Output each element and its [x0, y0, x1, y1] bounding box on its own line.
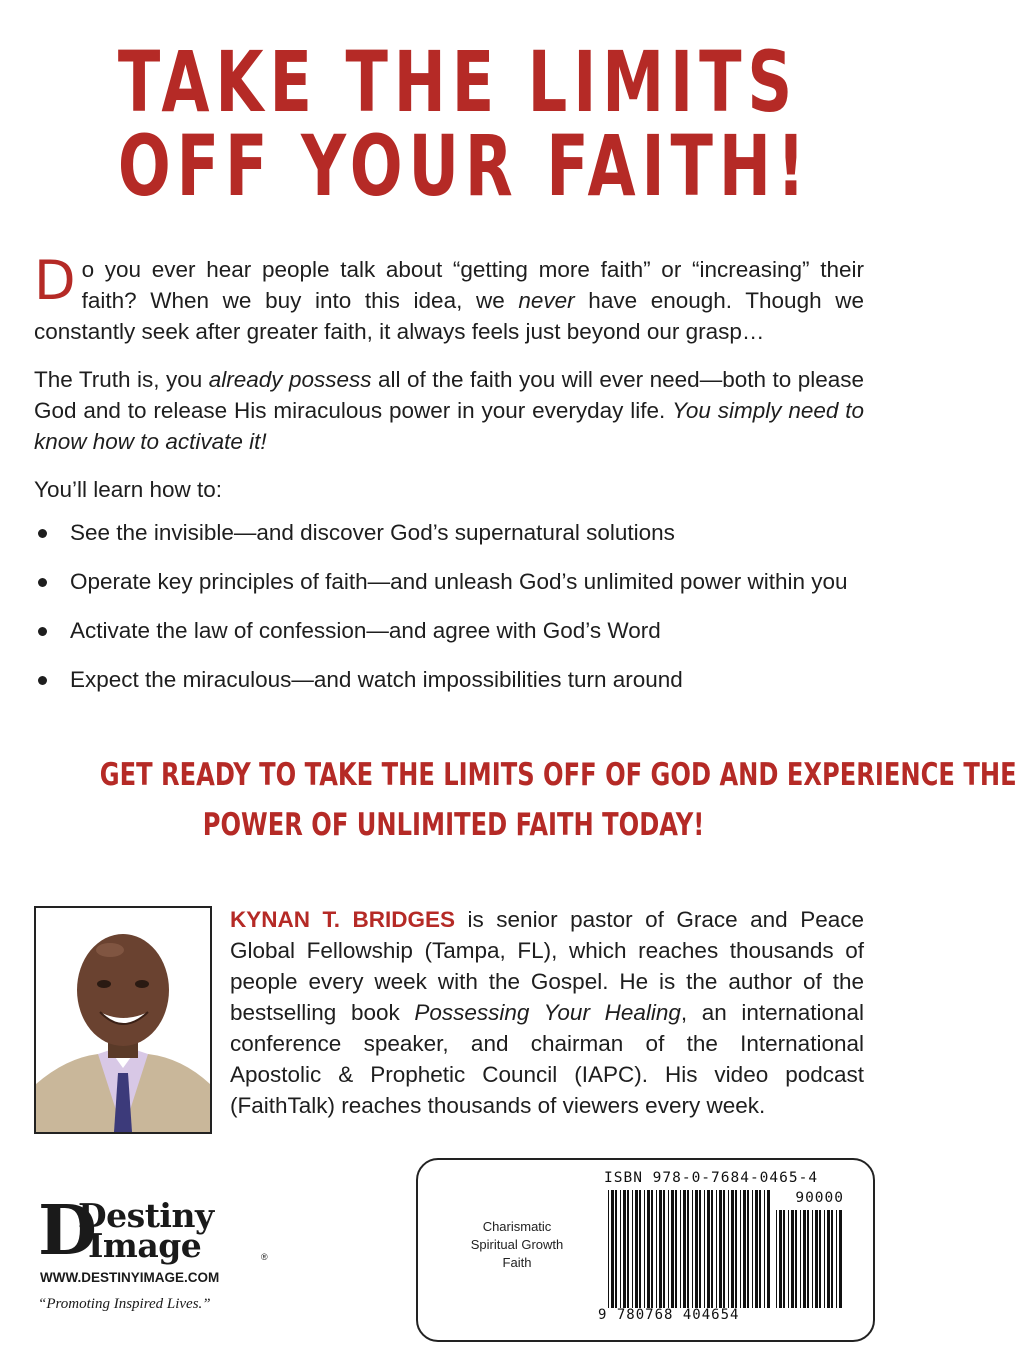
truth-emphasis-2: You simply need to know how to activate it!	[34, 398, 864, 454]
logo-d-mark: D	[38, 1191, 97, 1271]
barcode-bar	[644, 1190, 645, 1308]
barcode-bar	[611, 1190, 614, 1308]
author-photo	[34, 906, 212, 1134]
barcode-bar	[620, 1190, 621, 1308]
intro-text-2: have enough. Though we constantly seek after greater faith, it always feels just beyond our grasp…	[34, 288, 864, 344]
truth-text-1: The Truth is, you	[34, 367, 209, 392]
barcode-bar	[668, 1190, 669, 1308]
list-item	[36, 518, 866, 548]
isbn-barcode	[596, 1170, 858, 1328]
bullet-text: Expect the miraculous—and watch impossibilities turn around	[70, 667, 683, 692]
intro-text-1: o you ever hear people talk about “getting more faith” or “increasing” their faith? When we buy into this idea, we	[81, 257, 864, 313]
cta-line-2: POWER OF UNLIMITED FAITH TODAY!	[202, 807, 705, 843]
bullet-text: Activate the law of confession—and agree with God’s Word	[70, 618, 661, 643]
author-bio	[230, 904, 864, 1121]
barcode-bar	[699, 1190, 701, 1308]
list-item	[36, 616, 866, 646]
logo-word-destiny: Destiny	[78, 1196, 214, 1235]
category-item: Charismatic	[482, 1219, 552, 1234]
barcode-bar	[783, 1210, 785, 1308]
barcode-bar	[747, 1190, 749, 1308]
barcode-bar	[812, 1210, 813, 1308]
intro-emphasis: never	[518, 288, 575, 313]
barcode-bar	[711, 1190, 713, 1308]
barcode-digits: 9 780768 404654	[598, 1307, 740, 1323]
barcode-bar	[635, 1190, 638, 1308]
barcode-bar	[752, 1190, 753, 1308]
barcode-bar	[707, 1190, 710, 1308]
bullet-text: Operate key principles of faith—and unleash God’s unlimited power within you	[70, 569, 848, 594]
intro-paragraph	[34, 249, 864, 347]
barcode-bar	[759, 1190, 761, 1308]
publisher-logo	[38, 1191, 268, 1271]
barcode-bar	[795, 1210, 797, 1308]
barcode-bar	[615, 1190, 617, 1308]
barcode-bar	[728, 1190, 729, 1308]
registered-mark: ®	[261, 1252, 268, 1262]
logo-word-image: Image	[88, 1226, 202, 1265]
truth-text-2: all of the faith you will ever need—both to please God and to release His miraculous power in your everyday life.	[34, 367, 864, 423]
barcode-bar	[824, 1210, 825, 1308]
bullet-icon	[38, 627, 47, 636]
barcode-bar	[651, 1190, 653, 1308]
barcode-bar	[695, 1190, 698, 1308]
book-title: Possessing Your Healing	[414, 1000, 681, 1025]
barcode-bar	[647, 1190, 650, 1308]
category-item: Faith	[502, 1255, 532, 1270]
barcode-bar	[675, 1190, 677, 1308]
barcode-bar	[687, 1190, 689, 1308]
barcode-bar	[831, 1210, 833, 1308]
bullet-icon	[38, 529, 47, 538]
barcode-bar	[776, 1210, 777, 1308]
addon-barcode-bars	[776, 1210, 842, 1308]
bullet-icon	[38, 578, 47, 587]
barcode-bar	[608, 1190, 609, 1308]
barcode-bar	[767, 1190, 770, 1308]
barcode-bar	[788, 1210, 789, 1308]
bio-text-2: , an international conference speaker, and chairman of the International Apostolic & Prophetic Council (IAPC). His video podcast (FaithTalk) reaches thousands of viewers every week.	[230, 1000, 864, 1118]
barcode-bar	[656, 1190, 657, 1308]
isbn-label: ISBN 978-0-7684-0465-4	[604, 1170, 819, 1186]
barcode-bar	[659, 1190, 662, 1308]
bullet-icon	[38, 676, 47, 685]
barcode-bar	[663, 1190, 665, 1308]
truth-emphasis-1: already possess	[208, 367, 372, 392]
barcode-bar	[719, 1190, 722, 1308]
barcode-bar	[632, 1190, 633, 1308]
bio-text-1: is senior pastor of Grace and Peace Global Fellowship (Tampa, FL), which reaches thousands of people every week with the Gospel. He is the author of the bestselling book	[230, 907, 864, 1025]
barcode-bar	[764, 1190, 765, 1308]
learn-heading: You’ll learn how to:	[34, 477, 223, 502]
barcode-bar	[627, 1190, 629, 1308]
barcode-bar	[704, 1190, 705, 1308]
barcode-bar	[692, 1190, 693, 1308]
barcode-bar	[740, 1190, 741, 1308]
barcode-bar	[779, 1210, 782, 1308]
category-list	[442, 1218, 592, 1272]
barcode-bar	[839, 1210, 842, 1308]
barcode-bar	[836, 1210, 837, 1308]
publisher-url: WWW.DESTINYIMAGE.COM	[40, 1270, 220, 1285]
barcode-bar	[807, 1210, 809, 1308]
barcode-bar	[803, 1210, 806, 1308]
category-item: Spiritual Growth	[470, 1237, 564, 1252]
headline-line-2: OFF YOUR FAITH!	[117, 117, 812, 215]
barcode-bar	[827, 1210, 830, 1308]
barcode-bar	[815, 1210, 818, 1308]
barcode-bar	[680, 1190, 681, 1308]
author-name: KYNAN T. BRIDGES	[230, 907, 456, 932]
barcode-bar	[639, 1190, 641, 1308]
barcode-bar	[743, 1190, 746, 1308]
barcode-bar	[731, 1190, 734, 1308]
headline-line-1: TAKE THE LIMITS	[117, 33, 799, 131]
bullet-text: See the invisible—and discover God’s supernatural solutions	[70, 520, 675, 545]
barcode-bar	[735, 1190, 737, 1308]
barcode-bar	[623, 1190, 626, 1308]
truth-paragraph	[34, 364, 864, 457]
drop-cap: D	[34, 249, 76, 312]
barcode-bar	[683, 1190, 686, 1308]
list-item	[36, 567, 866, 597]
benefits-list	[36, 518, 866, 714]
barcode-bar	[755, 1190, 758, 1308]
cta-line-1: GET READY TO TAKE THE LIMITS OFF OF GOD AND EXPERIENCE THE	[99, 757, 1017, 793]
barcode-bar	[800, 1210, 801, 1308]
publisher-tagline: “Promoting Inspired Lives.”	[38, 1296, 211, 1312]
barcode-bar	[716, 1190, 717, 1308]
barcode-bars	[608, 1190, 770, 1308]
author-portrait-image	[36, 908, 210, 1132]
barcode-bar	[791, 1210, 794, 1308]
price-code: 90000	[795, 1190, 844, 1206]
barcode-bar	[671, 1190, 674, 1308]
barcode-bar	[819, 1210, 821, 1308]
barcode-bar	[723, 1190, 725, 1308]
list-item	[36, 665, 866, 695]
category-barcode-box	[416, 1158, 875, 1342]
